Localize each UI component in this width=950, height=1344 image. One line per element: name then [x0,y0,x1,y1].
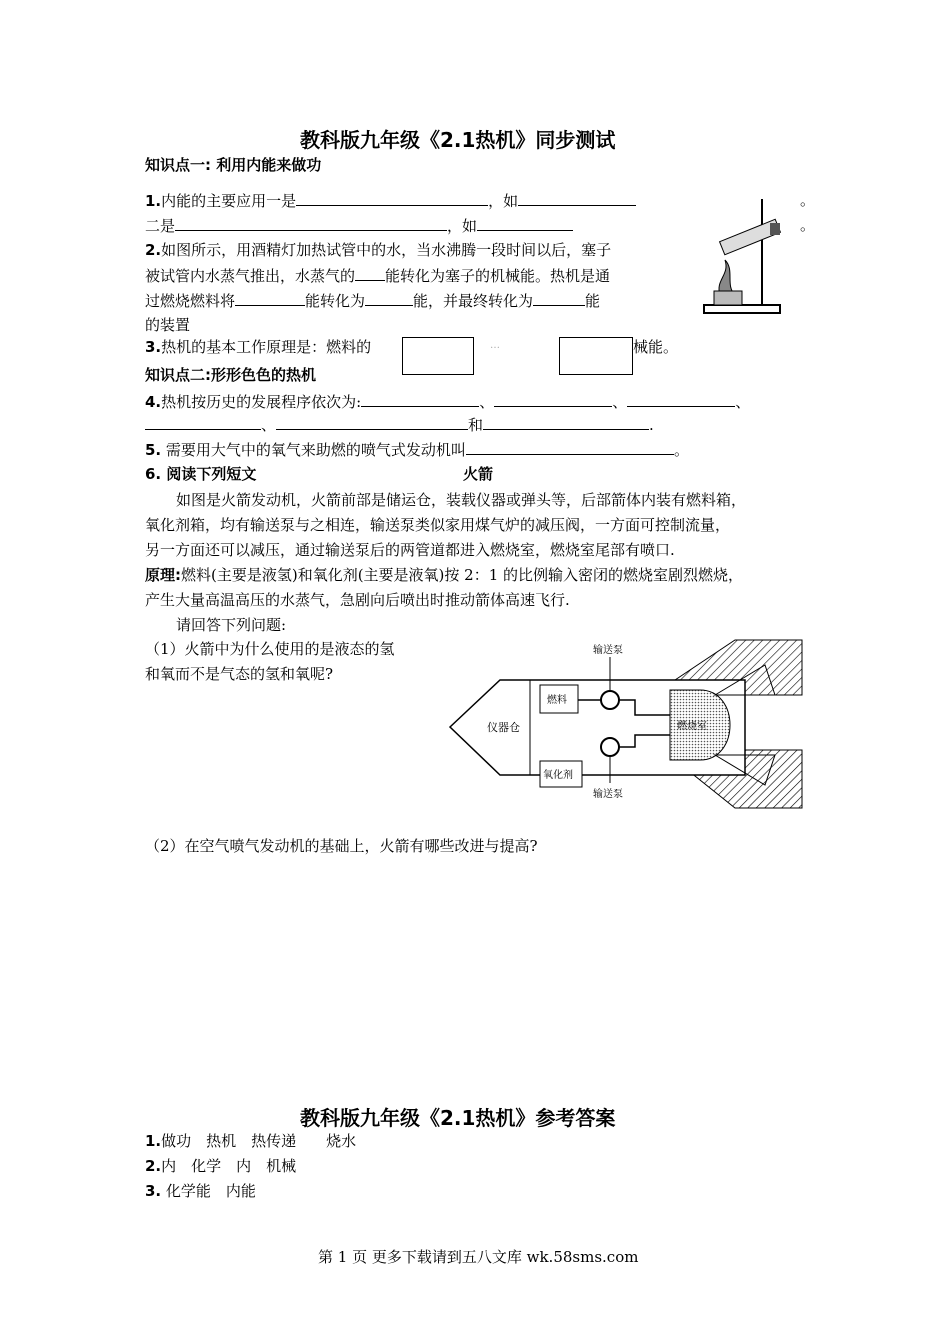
arrow-mark: … [490,340,500,351]
question-4-line-1: 4.热机按历史的发展程序依次为: 、 、 、 [145,393,751,411]
section-heading-2: 知识点二:形形色色的热机 [145,366,316,384]
blank[interactable] [533,290,585,306]
passage-line-5: 产生大量高温高压的水蒸气，急剧向后喷出时推动箭体高速飞行. [145,591,570,609]
question-5: 5. 需要用大气中的氧气来助燃的喷气式发动机叫 。 [145,441,689,459]
question-2-line-2: 被试管内水蒸气推出，水蒸气的 能转化为塞子的机械能。热机是通 [145,267,611,285]
question-1-line-2: 二是 ，如 [145,215,573,236]
blank[interactable] [145,414,261,430]
blank[interactable] [296,190,488,206]
blank[interactable] [175,215,447,231]
blank[interactable] [361,391,479,407]
question-4-line-2: 、 和 . [145,414,654,435]
blank[interactable] [518,190,636,206]
question-2-line-4: 的装置 [145,316,191,334]
blank[interactable] [494,391,612,407]
rocket-engine-diagram [445,635,810,815]
answer-3: 3. 化学能 内能 [145,1182,256,1200]
period: 。 [800,216,816,234]
ask-line: 请回答下列问题: [176,616,287,634]
passage-line-3: 另一方面还可以减压，通过输送泵后的两管道都进入燃烧室，燃烧室尾部有喷口. [145,541,675,559]
sub-question-1-line-2: 和氧而不是气态的氢和氧呢? [145,665,334,683]
passage-heading: 火箭 [463,465,494,483]
sub-question-2: （2）在空气喷气发动机的基础上，火箭有哪些改进与提高? [145,837,538,855]
blank[interactable] [235,290,305,306]
question-6-label: 6. 阅读下列短文 [145,465,257,483]
label-instrument: 仪器仓 [487,721,520,734]
label-pump-top: 输送泵 [593,645,623,656]
blank[interactable] [276,414,468,430]
passage-line-4: 原理:燃料(主要是液氢)和氧化剂(主要是液氧)按 2：1 的比例输入密闭的燃烧室剧烈燃烧， [145,566,744,584]
label-fuel: 燃料 [547,695,567,706]
label-chamber: 燃烧室 [677,721,707,732]
blank[interactable] [466,439,674,455]
question-3-end: 械能。 [633,338,679,356]
label-pump-bottom: 输送泵 [593,789,623,800]
passage-line-1: 如图是火箭发动机，火箭前部是储运仓，装载仪器或弹头等，后部箭体内装有燃料箱， [176,491,747,509]
answers-title: 教科版九年级《2.1热机》参考答案 [300,1106,616,1130]
page-title: 教科版九年级《2.1热机》同步测试 [300,128,616,152]
blank[interactable] [477,215,573,231]
label-oxidizer: 氧化剂 [543,770,573,781]
question-2-line-1: 2.如图所示，用酒精灯加热试管中的水，当水沸腾一段时间以后，塞子 [145,241,612,259]
sub-question-1-line-1: （1）火箭中为什么使用的是液态的氢 [145,640,395,658]
blank[interactable] [365,290,413,306]
section-heading-1: 知识点一: 利用内能来做功 [145,156,322,174]
blank[interactable] [627,391,735,407]
page-footer: 第 1 页 更多下载请到五八文库 wk.58sms.com [318,1248,639,1266]
answer-box-2[interactable] [559,337,633,375]
answer-2: 2.内 化学 内 机械 [145,1157,297,1175]
blank[interactable] [483,414,649,430]
test-tube-apparatus-figure [700,195,790,325]
question-1-line-1: 1.内能的主要应用一是 ，如 [145,190,636,211]
blank[interactable] [355,265,385,281]
question-3: 3.热机的基本工作原理是：燃料的 [145,338,372,356]
answer-box-1[interactable] [402,337,474,375]
passage-line-2: 氧化剂箱，均有输送泵与之相连，输送泵类似家用煤气炉的减压阀，一方面可控制流量， [145,516,731,534]
period: 。 [800,191,816,209]
question-2-line-3: 过燃烧燃料将 能转化为 能，并最终转化为 能 [145,292,601,310]
answer-1: 1.做功 热机 热传递 烧水 [145,1132,357,1150]
